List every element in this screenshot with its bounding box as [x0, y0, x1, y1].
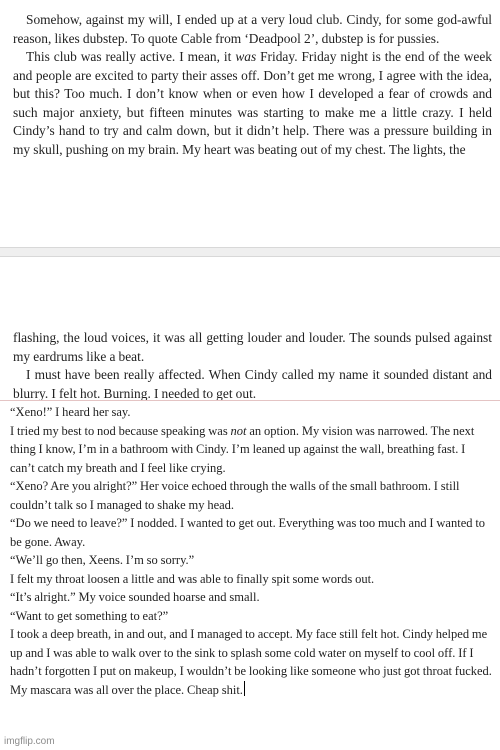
text-run: This club was really active. I mean, it — [26, 49, 236, 64]
text-line: “Xeno? Are you alright?” Her voice echoed through the walls of the small bathroom. I still couldn’t talk so I managed to shake my head. — [10, 479, 460, 512]
text-run: I tried my best to nod because speaking was — [10, 423, 231, 438]
paragraph — [13, 48, 492, 159]
text-line: I felt my throat loosen a little and was able to finally spit some words out. — [10, 571, 375, 586]
text-line: “It’s alright.” My voice sounded hoarse and small. — [10, 590, 260, 604]
page-gap — [0, 248, 500, 257]
text-line — [10, 625, 492, 699]
watermark: imgflip.com — [4, 736, 55, 747]
text-run: I took a deep breath, in and out, and I managed to accept. My face still felt hot. Cindy helped me up and I was able to walk over to the sink to splash some cold water on myself to cool off. If I hadn’t forgotten I put on makeup, I wouldn’t be looking like someone who just got throat fucked. My mascara was all over the place. Cheap shit. — [10, 627, 492, 697]
text-line: “Do we need to leave?” I nodded. I wanted to get out. Everything was too much and I wanted to be gone. Away. — [10, 516, 486, 549]
text-line: “We’ll go then, Xeens. I’m so sorry.” — [10, 553, 195, 567]
emphasis: was — [235, 49, 257, 64]
page-1 — [0, 0, 500, 248]
text-run: Friday. Friday night is the end of the week and people are excited to party their asses off. Don’t get me wrong, I agree with the idea, but this? Too much. I don’t know when or even how I developed a fear of crowds and such major anxiety, but fifteen minutes was starting to make me a little crazy. I held Cindy’s hand to try and calm down, but it didn’t help. There was a pressure building in my skull, pushing on my brain. My heart was beating out of my chest. The lights, the — [13, 49, 492, 157]
emphasis: not — [230, 423, 247, 438]
text-line — [10, 422, 492, 478]
paragraph: flashing, the loud voices, it was all getting louder and louder. The sounds pulsed against my eardrums like a beat. — [13, 330, 492, 364]
text-line: “Want to get something to eat?” — [10, 608, 169, 623]
text-run: an option. My vision was narrowed. The next thing I know, I’m in a bathroom with Cindy. I’m leaned up against the wall, breathing fast. I can’t catch my breath and I feel like crying. — [10, 423, 475, 475]
text-line: “Xeno!” I heard her say. — [10, 405, 131, 419]
paragraph: I must have been really affected. When Cindy called my name it sounded distant and blurry. I felt hot. Burning. I needed to get out. — [13, 367, 492, 401]
text-cursor — [244, 681, 245, 696]
page-2 — [0, 257, 500, 400]
text-editor[interactable] — [0, 401, 500, 731]
paragraph: Somehow, against my will, I ended up at a very loud club. Cindy, for some god-awful reason, likes dubstep. To quote Cable from ‘Deadpool 2’, dubstep is for pussies. — [13, 12, 492, 46]
